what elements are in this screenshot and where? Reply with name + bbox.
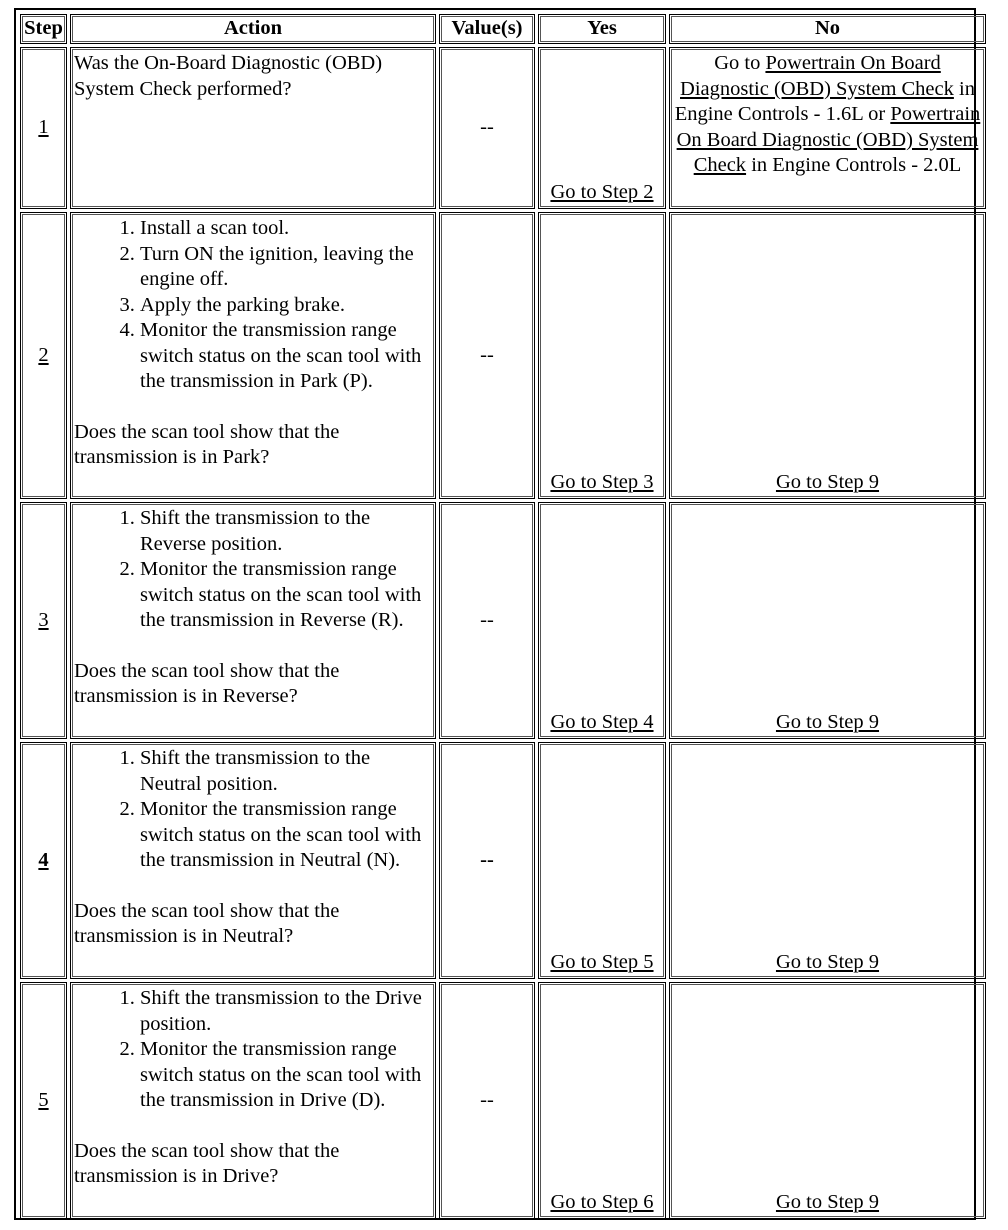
table-row-step-3 bbox=[20, 502, 986, 739]
no-cell bbox=[669, 212, 986, 499]
value-cell: -- bbox=[439, 742, 535, 979]
header-yes: Yes bbox=[538, 14, 666, 44]
list-item: 2. Turn ON the ignition, leaving the engine off. bbox=[140, 242, 432, 293]
action-steps-list bbox=[74, 506, 432, 634]
step-link[interactable]: 3 bbox=[38, 608, 49, 631]
yes-cell bbox=[538, 212, 666, 499]
header-no: No bbox=[669, 14, 986, 44]
header-action: Action bbox=[70, 14, 436, 44]
powertrain-obd-check-link-2-0l[interactable]: Powertrain On Board Diagnostic (OBD) System Check bbox=[676, 103, 981, 176]
header-row bbox=[20, 14, 986, 44]
action-text: Was the On-Board Diagnostic (OBD) System Check performed? bbox=[74, 52, 383, 100]
yes-cell bbox=[538, 742, 666, 979]
no-link[interactable]: Go to Step 9 bbox=[775, 1190, 880, 1213]
header-step: Step bbox=[20, 14, 67, 44]
step-cell bbox=[20, 502, 67, 739]
action-cell bbox=[70, 47, 436, 209]
step-link[interactable]: 5 bbox=[38, 1088, 49, 1111]
action-steps-list bbox=[74, 746, 432, 874]
yes-cell bbox=[538, 502, 666, 739]
yes-link[interactable]: Go to Step 3 bbox=[550, 470, 654, 493]
step-link[interactable]: 4 bbox=[38, 848, 49, 871]
action-cell bbox=[70, 502, 436, 739]
diagnostic-table-frame bbox=[14, 8, 981, 1220]
table-row-step-5 bbox=[20, 982, 986, 1219]
value-cell: -- bbox=[439, 982, 535, 1219]
step-cell bbox=[20, 212, 67, 499]
step-link[interactable]: 2 bbox=[38, 343, 49, 366]
yes-link[interactable]: Go to Step 5 bbox=[550, 950, 654, 973]
table-row-step-1 bbox=[20, 47, 986, 209]
no-cell bbox=[669, 47, 986, 209]
yes-cell bbox=[538, 982, 666, 1219]
action-cell bbox=[70, 212, 436, 499]
step-cell bbox=[20, 982, 67, 1219]
no-mid: in Engine Controls - 1.6L or bbox=[674, 77, 975, 125]
no-link[interactable]: Go to Step 9 bbox=[775, 470, 880, 493]
no-suffix: in Engine Controls - 2.0L bbox=[746, 154, 962, 176]
step-link[interactable]: 1 bbox=[38, 116, 49, 139]
value-cell: -- bbox=[439, 502, 535, 739]
action-question: Does the scan tool show that the transmission is in Park? bbox=[74, 420, 340, 468]
list-item: 2. Monitor the transmission range switch status on the scan tool with the transmission in Neutral (N). bbox=[140, 797, 432, 874]
table-row-step-2 bbox=[20, 212, 986, 499]
step-cell bbox=[20, 47, 67, 209]
powertrain-obd-check-link-1-6l[interactable]: Powertrain On Board Diagnostic (OBD) System Check bbox=[680, 52, 954, 100]
list-item: 4. Monitor the transmission range switch status on the scan tool with the transmission in Park (P). bbox=[140, 318, 432, 395]
yes-link[interactable]: Go to Step 2 bbox=[550, 180, 654, 203]
action-question: Does the scan tool show that the transmission is in Reverse? bbox=[74, 659, 340, 707]
header-values: Value(s) bbox=[439, 14, 535, 44]
step-cell bbox=[20, 742, 67, 979]
list-item: 2. Monitor the transmission range switch status on the scan tool with the transmission in Drive (D). bbox=[140, 1037, 432, 1114]
no-prefix: Go to bbox=[714, 52, 766, 74]
action-steps-list bbox=[74, 216, 432, 395]
list-item: 1. Shift the transmission to the Reverse position. bbox=[140, 506, 432, 557]
diagnostic-table bbox=[17, 11, 989, 1222]
action-cell bbox=[70, 982, 436, 1219]
yes-cell bbox=[538, 47, 666, 209]
list-item: 1. Shift the transmission to the Drive position. bbox=[140, 986, 432, 1037]
table-row-step-4 bbox=[20, 742, 986, 979]
value-cell: -- bbox=[439, 212, 535, 499]
action-question: Does the scan tool show that the transmission is in Drive? bbox=[74, 1139, 340, 1187]
list-item: 1. Shift the transmission to the Neutral position. bbox=[140, 746, 432, 797]
no-link[interactable]: Go to Step 9 bbox=[775, 950, 880, 973]
action-question: Does the scan tool show that the transmission is in Neutral? bbox=[74, 899, 340, 947]
list-item: 1. Install a scan tool. bbox=[140, 216, 432, 242]
list-item: 3. Apply the parking brake. bbox=[140, 293, 432, 319]
yes-link[interactable]: Go to Step 4 bbox=[550, 710, 654, 733]
no-cell bbox=[669, 982, 986, 1219]
action-cell bbox=[70, 742, 436, 979]
no-cell bbox=[669, 502, 986, 739]
no-cell bbox=[669, 742, 986, 979]
yes-link[interactable]: Go to Step 6 bbox=[550, 1190, 654, 1213]
list-item: 2. Monitor the transmission range switch status on the scan tool with the transmission in Reverse (R). bbox=[140, 557, 432, 634]
no-link[interactable]: Go to Step 9 bbox=[775, 710, 880, 733]
value-cell: -- bbox=[439, 47, 535, 209]
action-steps-list bbox=[74, 986, 432, 1114]
